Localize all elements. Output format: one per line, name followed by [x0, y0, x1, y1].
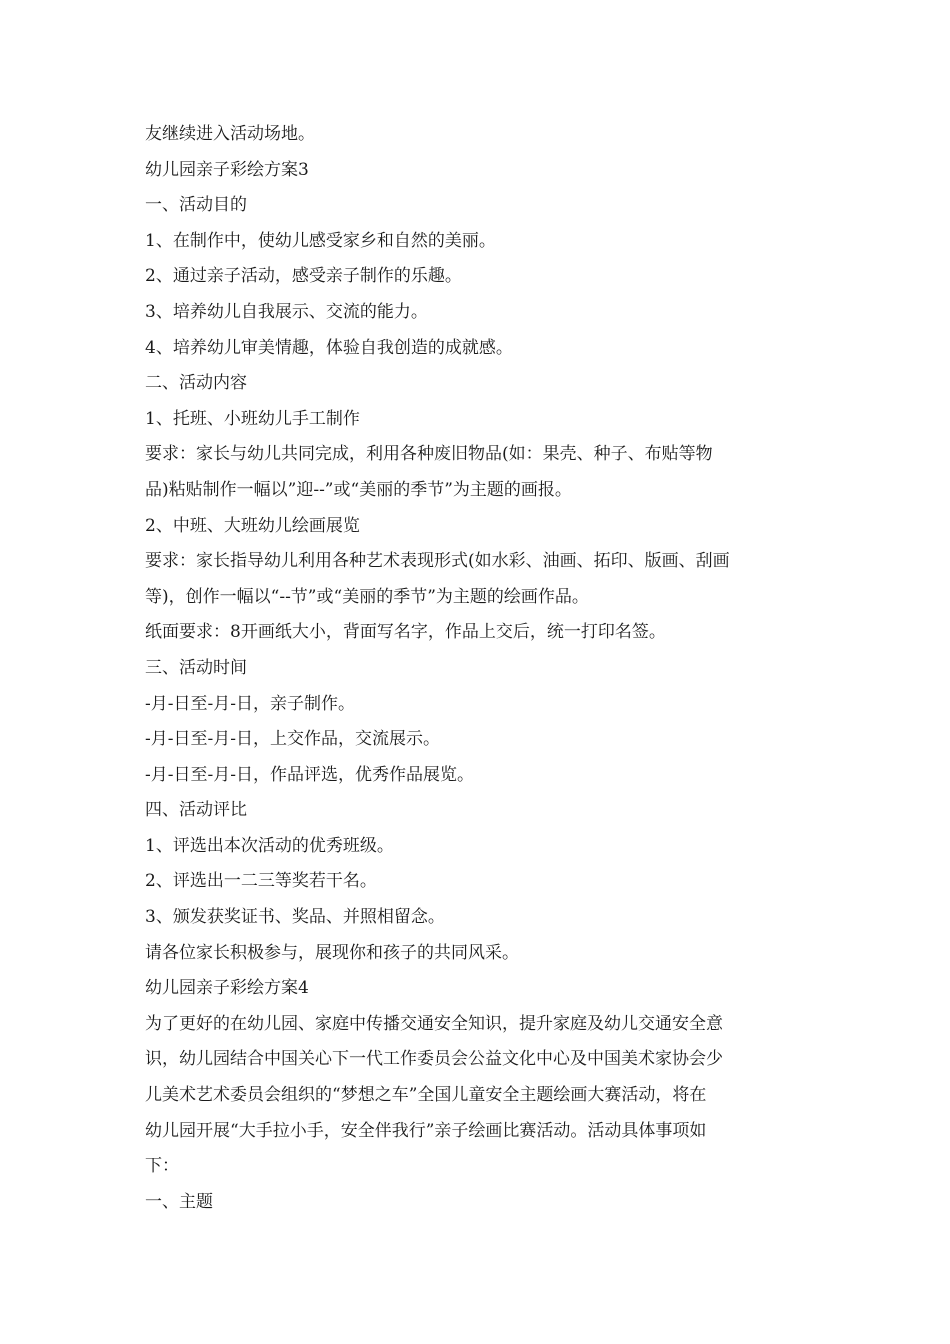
heading: 二、活动内容: [145, 373, 247, 394]
list-item: 2、通过亲子活动，感受亲子制作的乐趣。: [145, 266, 462, 287]
schedule-item: -月-日至-月-日，作品评选，优秀作品展览。: [145, 764, 474, 785]
requirement-line: 等)，创作一幅以“--节”或“美丽的季节”为主题的绘画作品。: [145, 586, 589, 607]
list-item: 2、评选出一二三等奖若干名。: [145, 871, 377, 892]
list-item: 1、评选出本次活动的优秀班级。: [145, 835, 394, 856]
list-item: 3、培养幼儿自我展示、交流的能力。: [145, 301, 428, 322]
requirement-line: 品)粘贴制作一幅以”迎--”或“美丽的季节”为主题的画报。: [145, 479, 572, 500]
paper-requirement: 纸面要求：8开画纸大小，背面写名字，作品上交后，统一打印名签。: [145, 622, 666, 643]
schedule-item: -月-日至-月-日，上交作品，交流展示。: [145, 729, 440, 750]
paragraph-line: 为了更好的在幼儿园、家庭中传播交通安全知识，提升家庭及幼儿交通安全意: [145, 1013, 723, 1034]
heading: 三、活动时间: [145, 657, 247, 678]
list-item: 2、中班、大班幼儿绘画展览: [145, 515, 360, 536]
requirement-line: 要求：家长指导幼儿利用各种艺术表现形式(如水彩、油画、拓印、版画、刮画: [145, 551, 730, 572]
requirement-line: 要求：家长与幼儿共同完成，利用各种废旧物品(如：果壳、种子、布贴等物: [145, 444, 713, 465]
closing-line: 请各位家长积极参与，展现你和孩子的共同风采。: [145, 942, 519, 963]
schedule-item: -月-日至-月-日，亲子制作。: [145, 693, 355, 714]
paragraph-line: 识，幼儿园结合中国关心下一代工作委员会公益文化中心及中国美术家协会少: [145, 1049, 723, 1070]
text-line: 友继续进入活动场地。: [145, 124, 315, 144]
list-item: 1、托班、小班幼儿手工制作: [145, 408, 360, 429]
paragraph-line: 下：: [145, 1156, 179, 1177]
heading: 四、活动评比: [145, 800, 247, 821]
section-title: 幼儿园亲子彩绘方案3: [145, 159, 309, 180]
list-item: 3、颁发获奖证书、奖品、并照相留念。: [145, 907, 445, 928]
list-item: 4、培养幼儿审美情趣，体验自我创造的成就感。: [145, 337, 513, 358]
heading: 一、主题: [145, 1191, 213, 1212]
paragraph-line: 儿美术艺术委员会组织的“梦想之车”全国儿童安全主题绘画大赛活动，将在: [145, 1085, 707, 1106]
paragraph-line: 幼儿园开展“大手拉小手，安全伴我行”亲子绘画比赛活动。活动具体事项如: [145, 1120, 707, 1141]
section-title: 幼儿园亲子彩绘方案4: [145, 978, 309, 999]
document-page: [145, 117, 809, 1220]
list-item: 1、在制作中，使幼儿感受家乡和自然的美丽。: [145, 230, 496, 251]
heading: 一、活动目的: [145, 195, 247, 216]
